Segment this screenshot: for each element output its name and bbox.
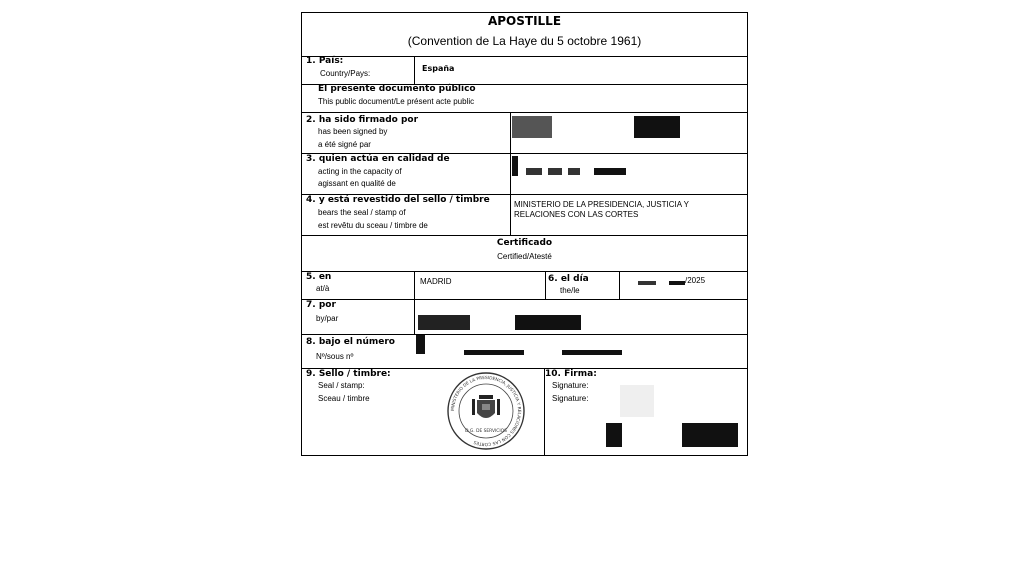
field9-sub2: Sceau / timbre [318, 394, 370, 403]
divider [414, 299, 415, 334]
seal-bottom-text: D.G. DE SERVICIOS [465, 429, 507, 434]
field2-label: 2. ha sido firmado por [306, 115, 419, 125]
official-seal [446, 371, 526, 451]
certified-label: Certificado [496, 238, 553, 248]
field9-sub1: Seal / stamp: [318, 381, 365, 390]
field2-sub1: has been signed by [318, 127, 388, 136]
field8-label: 8. bajo el número [306, 337, 395, 347]
divider [302, 299, 747, 300]
redaction-block [594, 168, 626, 175]
field7-label: 7. por [306, 300, 336, 310]
divider [302, 235, 747, 236]
divider [302, 334, 747, 335]
apostille-title: APOSTILLE [487, 14, 562, 28]
redaction-block [512, 116, 552, 138]
redaction-block [548, 168, 562, 175]
divider [619, 271, 620, 299]
redaction-block [606, 423, 622, 447]
field3-sub2: agissant en qualité de [318, 179, 396, 188]
public-doc-sub: This public document/Le présent acte public [318, 97, 475, 106]
field3-label: 3. quien actúa en calidad de [306, 154, 450, 164]
redaction-block [416, 335, 425, 354]
redaction-block [638, 281, 656, 285]
redaction-block [634, 116, 680, 138]
redaction-block [526, 168, 542, 175]
field6-label: 6. el día [548, 274, 589, 284]
divider [302, 56, 747, 57]
divider [545, 271, 546, 299]
redaction-block [669, 281, 685, 285]
field5-value: MADRID [420, 277, 452, 286]
field1-label: 1. País: [306, 56, 344, 66]
convention-subtitle: (Convention de La Haye du 5 octobre 1961) [407, 34, 642, 48]
public-doc-label: El presente documento público [318, 84, 476, 94]
redaction-block [512, 156, 518, 176]
field2-sub2: a été signé par [318, 140, 371, 149]
divider [302, 271, 747, 272]
field1-sub: Country/Pays: [320, 69, 371, 78]
field10-sub2: Signature: [552, 394, 589, 403]
certified-sub: Certified/Atesté [497, 252, 552, 261]
field10-label: 10. Firma: [545, 369, 597, 379]
redaction-block [568, 168, 580, 175]
field6-value: /2025 [685, 276, 706, 285]
field4-sub2: est revêtu du sceau / timbre de [318, 221, 428, 230]
seal-outer-text: MINISTERIO DE LA PRESIDENCIA, JUSTICIA Y RELACIONES CON LAS CORTES [450, 375, 522, 447]
redaction-block [562, 350, 622, 355]
divider [414, 56, 415, 84]
field8-sub: Nº/sous nº [316, 352, 354, 361]
field4-sub1: bears the seal / stamp of [318, 208, 406, 217]
apostille-document [301, 12, 748, 456]
redaction-block [682, 423, 738, 447]
field7-sub: by/par [316, 314, 339, 323]
coat-of-arms-icon [472, 395, 500, 418]
field6-sub: the/le [560, 286, 580, 295]
field1-value: España [422, 64, 455, 73]
divider [510, 112, 511, 235]
field10-sub1: Signature: [552, 381, 589, 390]
divider [414, 271, 415, 299]
field3-sub1: acting in the capacity of [318, 167, 402, 176]
redaction-block [515, 315, 581, 330]
field4-label: 4. y está revestido del sello / timbre [306, 195, 490, 205]
field9-label: 9. Sello / timbre: [306, 369, 391, 379]
field4-value-line1: MINISTERIO DE LA PRESIDENCIA, JUSTICIA Y [514, 200, 690, 209]
blurred-signature [620, 385, 654, 417]
redaction-block [464, 350, 524, 355]
divider [302, 112, 747, 113]
field4-value-line2: RELACIONES CON LAS CORTES [514, 210, 639, 219]
field5-sub: at/à [316, 284, 330, 293]
field5-label: 5. en [306, 272, 332, 282]
redaction-block [418, 315, 470, 330]
divider [544, 368, 545, 456]
